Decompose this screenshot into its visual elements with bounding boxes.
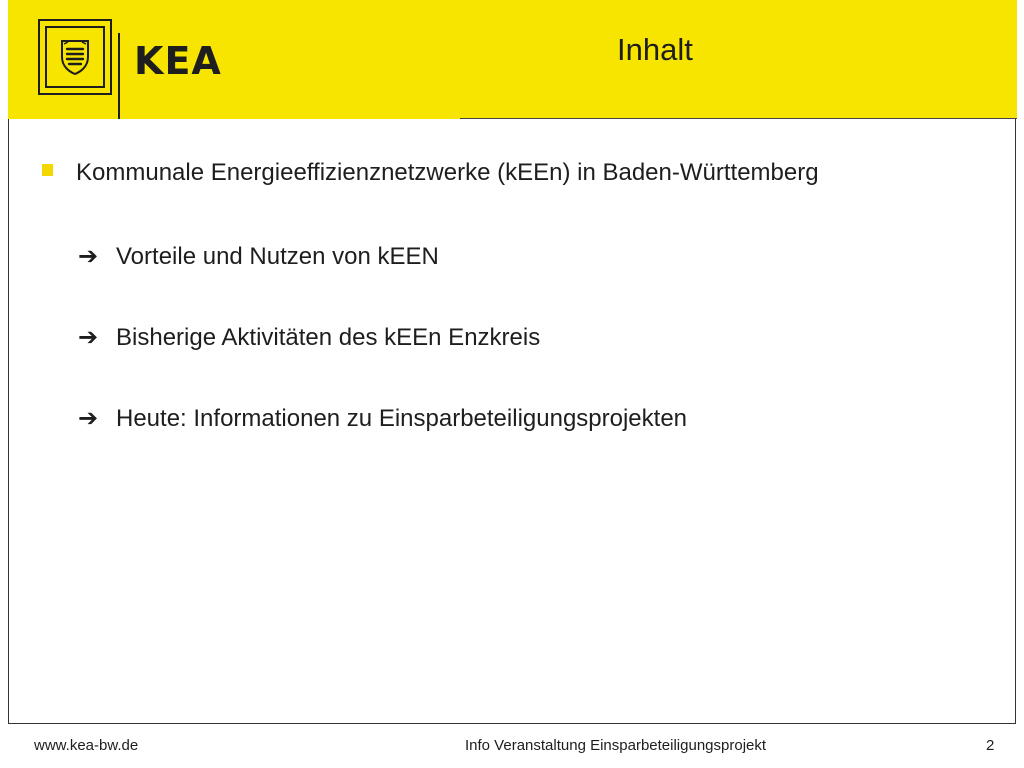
page-number: 2 — [986, 737, 995, 754]
arrow-right-icon: ➔ — [78, 242, 99, 270]
arrow-right-icon: ➔ — [78, 404, 99, 432]
footer-event: Info Veranstaltung Einsparbeteiligungsprojekt — [465, 737, 767, 754]
logo-frame — [38, 19, 116, 99]
slide-title: Inhalt — [617, 32, 693, 67]
coat-of-arms-icon — [60, 39, 90, 75]
logo-divider — [118, 33, 120, 119]
sub-item-label: Bisherige Aktivitäten des kEEn Enzkreis — [116, 324, 541, 351]
sub-item-label: Vorteile und Nutzen von kEEN — [116, 243, 439, 270]
sub-item-label: Heute: Informationen zu Einsparbeteiligungsprojekten — [116, 405, 688, 432]
footer-website: www.kea-bw.de — [34, 737, 139, 754]
kea-logo-text: KEA — [134, 39, 222, 83]
main-topic: Kommunale Energieeffizienznetzwerke (kEEn) in Baden-Württemberg — [76, 159, 819, 186]
slide-header — [8, 0, 1017, 119]
sub-item — [78, 403, 687, 434]
sub-item — [78, 241, 439, 272]
sub-item — [78, 322, 540, 353]
arrow-right-icon: ➔ — [78, 323, 99, 351]
square-bullet-icon — [42, 164, 53, 176]
